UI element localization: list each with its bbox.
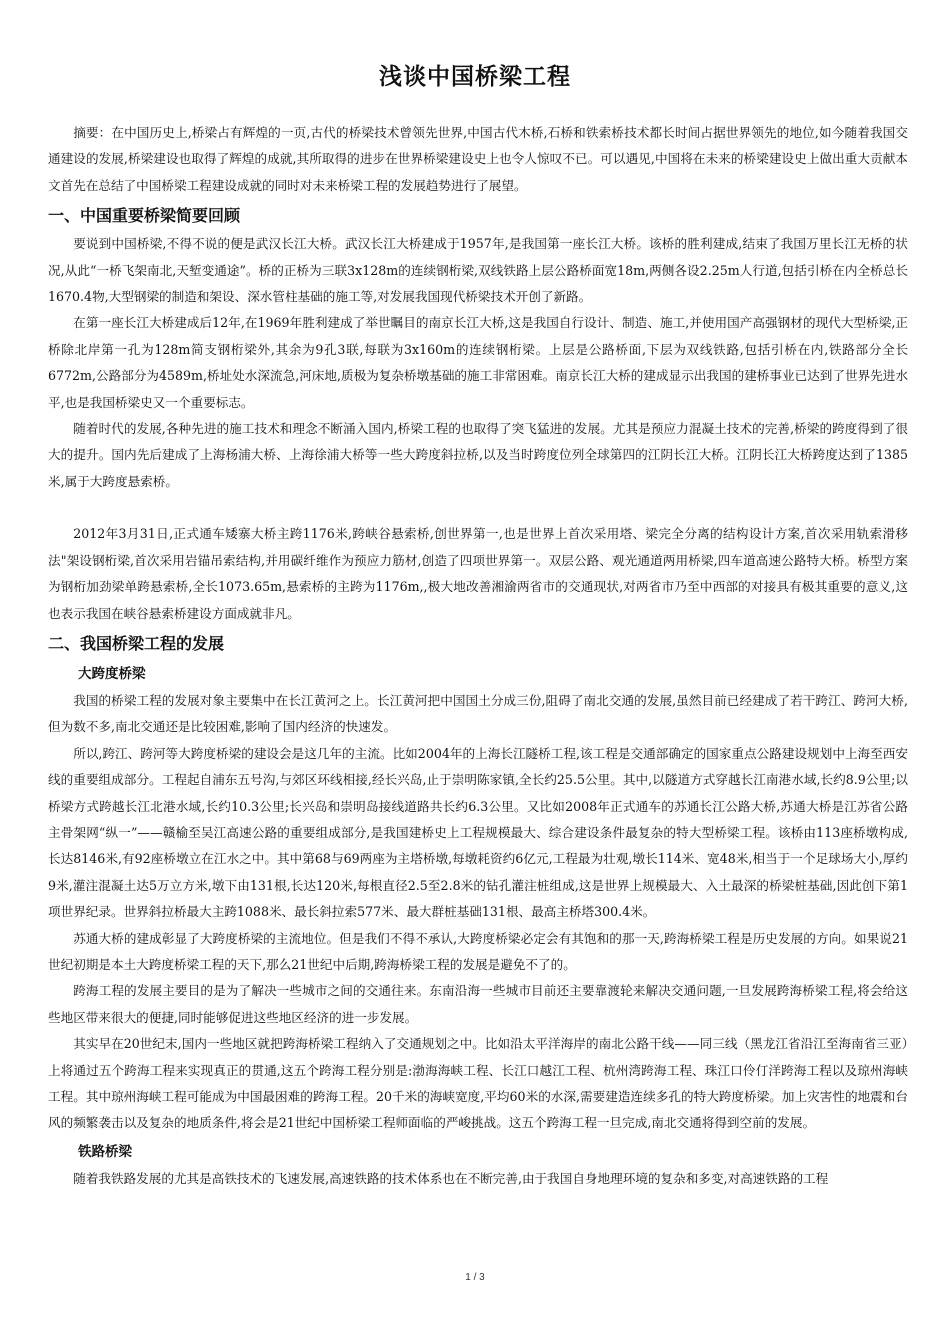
paragraph: 其实早在20世纪末,国内一些地区就把跨海桥梁工程纳入了交通规划之中。比如沿太平洋海岸的南北公路干线——同三线（黑龙江省沿江至海南省三亚）上将通过五个跨海工程来实现真正的贯通,这五个跨海工程分别是:渤海海峡工程、长江口越江工程、杭州湾跨海工程、珠江口伶仃洋跨海工程以及琼州海峡工程。其中琼州海峡工程可能成为中国最困难的跨海工程。20千米的海峡宽度,平均60米的水深,需要建造连续多孔的特大跨度桥梁。加上灾害性的地震和台风的频繁袭击以及复杂的地质条件,将会是21世纪中国桥梁工程师面临的严峻挑战。这五个跨海工程一旦完成,南北交通将得到空前的发展。	[48, 1036, 908, 1131]
section-heading-review: 一、中国重要桥梁简要回顾	[48, 206, 241, 226]
abstract-paragraph: 摘要：在中国历史上,桥梁占有辉煌的一页,古代的桥梁技术曾领先世界,中国古代木桥,石桥和铁索桥技术都长时间占据世界领先的地位,如今随着我国交通建设的发展,桥梁建设也取得了辉煌的成就,其所取得的进步在世界桥梁建设史上也令人惊叹不已。可以遇见,中国将在未来的桥梁建设史上做出重大贡献本文首先在总结了中国桥梁工程建设成就的同时对未来桥梁工程的发展趋势进行了展望。	[48, 125, 908, 193]
subsection-heading-railway: 铁路桥梁	[78, 1143, 132, 1160]
paragraph: 2012年3月31日,正式通车矮寨大桥主跨1176米,跨峡谷悬索桥,创世界第一,也是世界上首次采用塔、梁完全分离的结构设计方案,首次采用轨索滑移法"架设钢桁梁,首次采用岩锚吊索结构,并用碳纤维作为预应力筋材,创造了四项世界第一。双层公路、观光通道两用桥梁,四车道高速公路特大桥。桥型方案为钢桁加劲梁单跨悬索桥,全长1073.65m,悬索桥的主跨为1176m,,极大地改善湘渝两省市的交通现状,对两省市乃至中西部的对接具有极其重要的意义,这也表示我国在峡谷悬索桥建设方面成就非凡。	[48, 526, 908, 621]
paragraph: 随着我铁路发展的尤其是高铁技术的飞速发展,高速铁路的技术体系也在不断完善,由于我国自身地理环境的复杂和多变,对高速铁路的工程	[73, 1170, 829, 1186]
blank-line	[48, 495, 908, 521]
paragraph: 苏通大桥的建成彰显了大跨度桥梁的主流地位。但是我们不得不承认,大跨度桥梁必定会有其饱和的那一天,跨海桥梁工程是历史发展的方向。如果说21世纪初期是本土大跨度桥梁工程的天下,那么21世纪中后期,跨海桥梁工程的发展是避免不了的。	[48, 930, 908, 972]
paragraph: 我国的桥梁工程的发展对象主要集中在长江黄河之上。长江黄河把中国国土分成三份,阻碍了南北交通的发展,虽然目前已经建成了若干跨江、跨河大桥,但为数不多,南北交通还是比较困难,影响了国内经济的快速发。	[48, 692, 908, 735]
page-title: 浅谈中国桥梁工程	[379, 64, 571, 90]
section-heading-development: 二、我国桥梁工程的发展	[48, 633, 225, 653]
paragraph: 跨海工程的发展主要目的是为了解决一些城市之间的交通往来。东南沿海一些城市目前还主要靠渡轮来解决交通问题,一旦发展跨海桥梁工程,将会给这些地区带来很大的便捷,同时能够促进这些地区经济的进一步发展。	[48, 983, 908, 1025]
paragraph: 所以,跨江、跨河等大跨度桥梁的建设会是这几年的主流。比如2004年的上海长江隧桥工程,该工程是交通部确定的国家重点公路建设规划中上海至西安线的重要组成部分。工程起自浦东五号沟,与郊区环线相接,经长兴岛,止于崇明陈家镇,全长约25.5公里。其中,以隧道方式穿越长江南港水域,长约8.9公里;以桥梁方式跨越长江北港水域,长约10.3公里;长兴岛和崇明岛接线道路共长约6.3公里。又比如2008年正式通车的苏通长江公路大桥,苏通大桥是江苏省公路主骨架网“纵一”——赣榆至吴江高速公路的重要组成部分,是我国建桥史上工程规模最大、综合建设条件最复杂的特大型桥梁工程。该桥由113座桥墩构成,长达8146米,有92座桥墩立在江水之中。其中第68与69两座为主塔桥墩,每墩耗资约6亿元,工程最为壮观,墩长114米、宽48米,相当于一个足球场大小,厚约9米,灌注混凝土达5万立方米,墩下由131根,长达120米,每根直径2.5至2.8米的钻孔灌注桩组成,这是世界上规模最大、入土最深的桥梁桩基础,因此创下第1项世界纪录。世界斜拉桥最大主跨1088米、最长斜拉索577米、最大群桩基础131根、最高主桥塔300.4米。	[48, 745, 908, 920]
subsection-heading-long-span: 大跨度桥梁	[78, 665, 146, 682]
paragraph: 要说到中国桥梁,不得不说的便是武汉长江大桥。武汉长江大桥建成于1957年,是我国第一座长江大桥。该桥的胜利建成,结束了我国万里长江无桥的状况,从此“一桥飞架南北,天堑变通途”。桥的正桥为三联3x128m的连续钢桁梁,双线铁路上层公路桥面宽18m,两侧各设2.25m人行道,包括引桥在内全桥总长1670.4物,大型钢梁的制造和架设、深水管柱基础的施工等,对发展我国现代桥梁技术开创了新路。	[48, 236, 908, 305]
document-body	[48, 120, 908, 1192]
paragraph: 在第一座长江大桥建成后12年,在1969年胜利建成了举世瞩目的南京长江大桥,这是我国自行设计、制造、施工,并使用国产高强钢材的现代大型桥梁,正桥除北岸第一孔为128m简支钢桁梁外,其余为9孔3联,每联为3x160m的连续钢桁梁。上层是公路桥面,下层为双线铁路,包括引桥在内,铁路部分全长6772m,公路部分为4589m,桥址处水深流急,河床地,质极为复杂桥墩基础的施工非常困难。南京长江大桥的建成显示出我国的建桥事业已达到了世界先进水平,也是我国桥梁史又一个重要标志。	[48, 315, 908, 410]
paragraph: 随着时代的发展,各种先进的施工技术和理念不断涌入国内,桥梁工程的也取得了突飞猛进的发展。尤其是预应力混凝土技术的完善,桥梁的跨度得到了很大的提升。国内先后建成了上海杨浦大桥、上海徐浦大桥等一些大跨度斜拉桥,以及当时跨度位列全球第四的江阴长江大桥。江阴长江大桥跨度达到了1385米,属于大跨度悬索桥。	[48, 421, 908, 489]
page-number: 1 / 3	[465, 1272, 485, 1283]
